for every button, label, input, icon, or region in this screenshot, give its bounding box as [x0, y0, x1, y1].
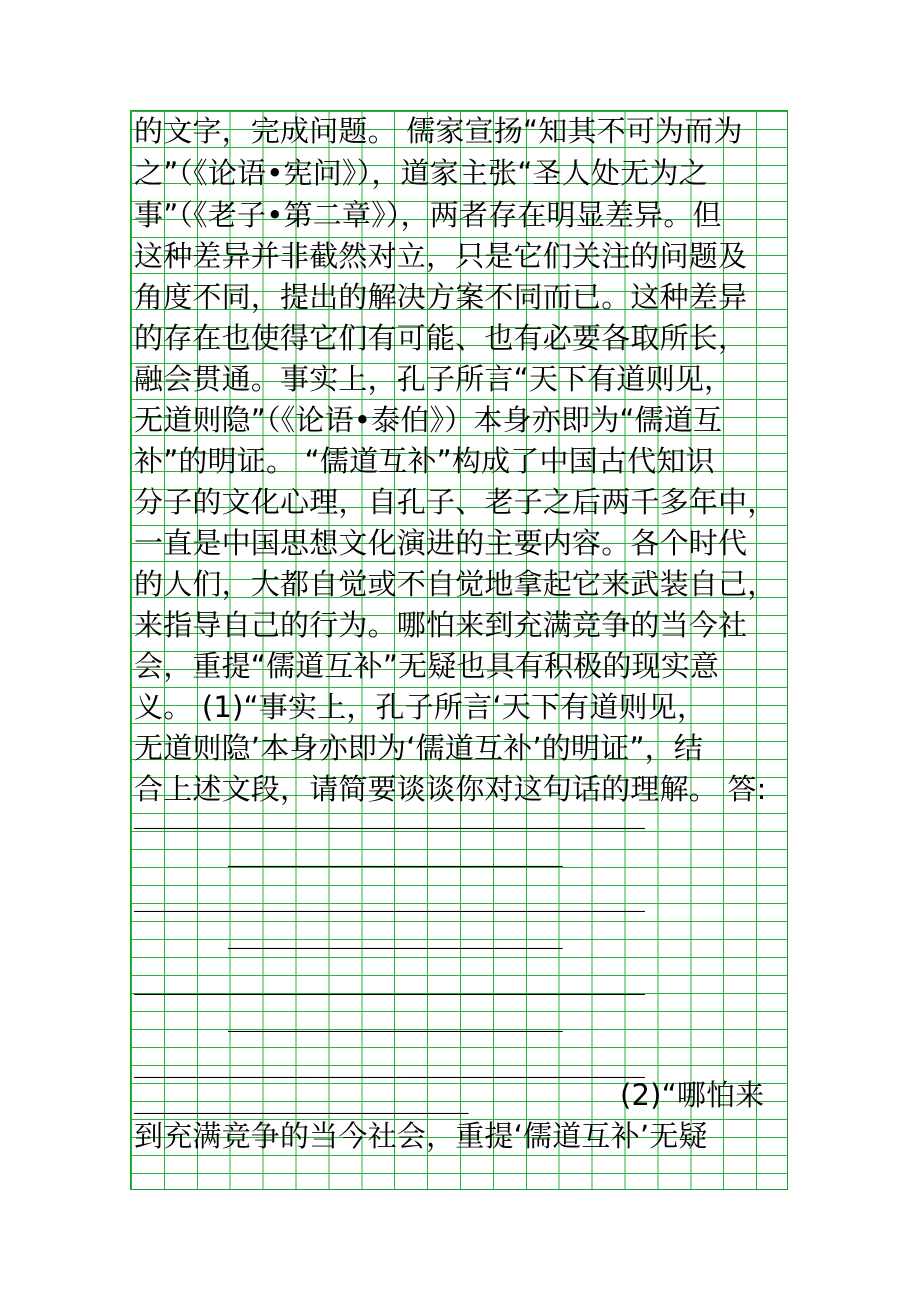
text-line: 到充满竞争的当今社会，重提‘儒道互补’无疑	[134, 1119, 708, 1153]
answer-blank[interactable]: __________________________________	[228, 845, 562, 867]
text-line: 角度不同，提出的解决方案不同而已。这种差异	[134, 280, 748, 314]
answer-blank[interactable]: __________________________________	[134, 1092, 468, 1114]
question-2-start: (2)“哪怕来	[620, 1078, 765, 1112]
answer-blank[interactable]: ____________________________________________________	[134, 807, 644, 829]
text-line: 无道则隐’本身亦即为‘儒道互补’的明证”，结	[134, 731, 704, 765]
text-line: 补”的明证。 “儒道互补”构成了中国古代知识	[134, 444, 715, 478]
text-line: 义。 (1)“事实上，孔子所言‘天下有道则见，	[134, 690, 707, 724]
text-line: 会，重提“儒道互补”无疑也具有积极的现实意	[134, 649, 720, 683]
text-line: 事”（《老子•第二章》），两者存在明显差异。但	[134, 198, 722, 232]
answer-blank[interactable]: __________________________________	[228, 1010, 562, 1032]
text-line: 无道则隐”（《论语•泰伯》）本身亦即为“儒道互	[134, 403, 723, 437]
text-line: 的文字，完成问题。 儒家宣扬“知其不可为而为	[134, 114, 743, 148]
text-line: 之”（《论语•宪问》），道家主张“圣人处无为之	[134, 156, 708, 190]
answer-blank[interactable]: ____________________________________________________	[134, 973, 644, 995]
text-line: 来指导自己的行为。哪怕来到充满竞争的当今社	[134, 608, 748, 642]
text-line: 分子的文化心理，自孔子、老子之后两千多年中，	[134, 485, 777, 519]
text-line: 一直是中国思想文化演进的主要内容。各个时代	[134, 526, 748, 560]
answer-blank[interactable]: ____________________________________________________	[134, 890, 644, 912]
answer-blank[interactable]: ____________________________________________________	[134, 1056, 644, 1078]
text-line: 的存在也使得它们有可能、也有必要各取所长，	[134, 321, 748, 355]
text-line: 的人们，大都自觉或不自觉地拿起它来武装自己，	[134, 567, 777, 601]
answer-blank[interactable]: __________________________________	[228, 927, 562, 949]
text-line: 这种差异并非截然对立，只是它们关注的问题及	[134, 239, 748, 273]
text-line: 融会贯通。事实上，孔子所言“天下有道则见，	[134, 362, 734, 396]
text-line: 合上述文段，请简要谈谈你对这句话的理解。 答:	[134, 772, 767, 806]
